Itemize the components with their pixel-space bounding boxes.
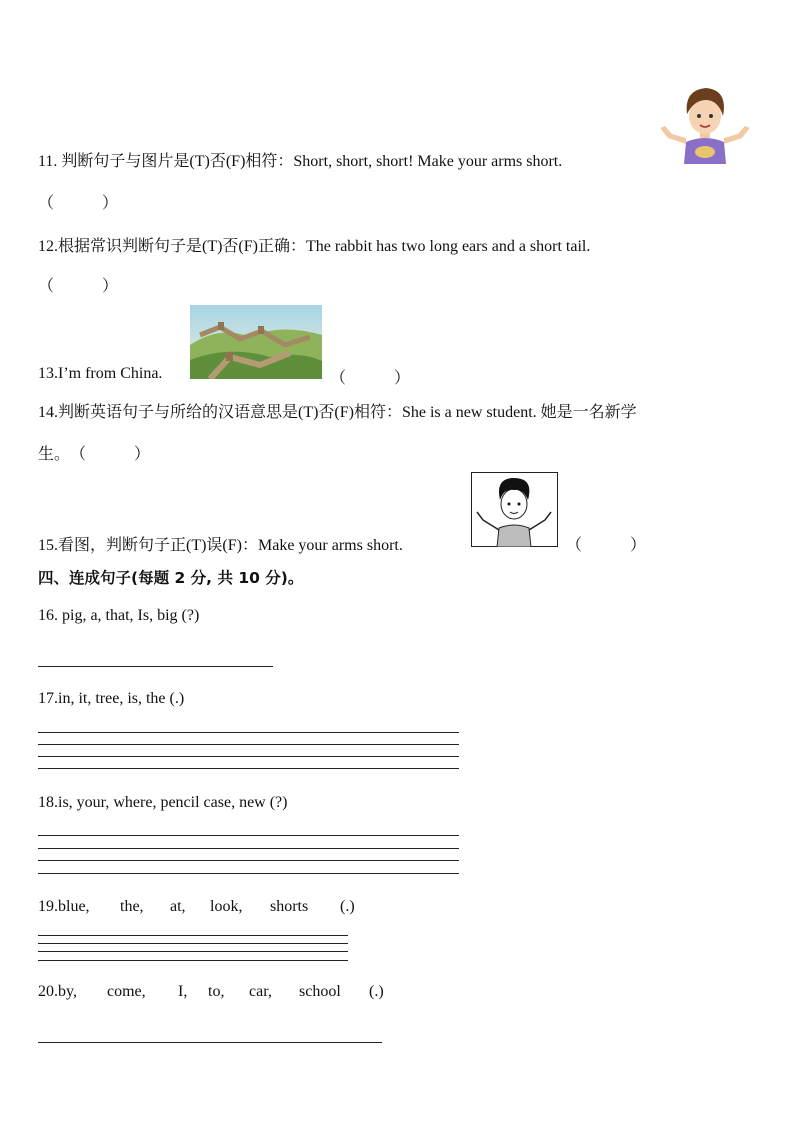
answer-blank[interactable]: （ ） <box>330 370 411 387</box>
answer-line[interactable] <box>38 943 348 944</box>
question-13 <box>38 365 162 383</box>
word: look, <box>210 898 243 915</box>
answer-blank[interactable]: （ ） <box>38 195 119 212</box>
question-11-answer[interactable] <box>38 190 118 213</box>
word: 20.by, <box>38 983 77 1000</box>
answer-line[interactable] <box>38 848 459 849</box>
question-13-answer[interactable] <box>330 365 410 388</box>
answer-line[interactable] <box>38 951 348 952</box>
word: I, <box>178 983 188 1000</box>
word: to, <box>208 983 225 1000</box>
question-11 <box>38 148 562 171</box>
question-12 <box>38 233 590 256</box>
answer-line[interactable] <box>38 960 348 961</box>
answer-line[interactable] <box>38 666 273 667</box>
question-14-text-end: 生。 <box>38 446 71 463</box>
answer-line[interactable] <box>38 744 459 745</box>
word: shorts <box>270 898 309 915</box>
word: at, <box>170 898 186 915</box>
sentence-16: 16. pig, a, that, Is, big (?) <box>38 607 200 624</box>
question-13-text: 13.I’m from China. <box>38 365 163 382</box>
question-15 <box>38 532 403 555</box>
question-15-answer[interactable] <box>566 532 646 555</box>
boy-shrugging-icon <box>656 84 754 164</box>
answer-line[interactable] <box>38 756 459 757</box>
answer-blank[interactable]: （ ） <box>566 537 647 554</box>
word: 19.blue, <box>38 898 90 915</box>
word: school <box>299 983 341 1000</box>
answer-line[interactable] <box>38 768 459 769</box>
question-14-line2 <box>38 441 150 464</box>
answer-line[interactable] <box>38 860 459 861</box>
sentence-20 <box>38 983 384 1001</box>
sentence-17: 17.in, it, tree, is, the (.) <box>38 690 185 707</box>
question-14-text: 14.判断英语句子与所给的汉语意思是(T)否(F)相符：She is a new student. 她是一名新学 <box>38 404 637 421</box>
sentence-19 <box>38 898 355 916</box>
answer-line[interactable] <box>38 732 459 733</box>
word: car, <box>249 983 272 1000</box>
great-wall-picture <box>190 305 322 379</box>
section-heading: 四、连成句子(每题 2 分, 共 10 分)。 <box>38 569 304 587</box>
question-11-text: 11. 判断句子与图片是(T)否(F)相符：Short, short, short! Make your arms short. <box>38 153 563 170</box>
word: come, <box>107 983 146 1000</box>
question-14 <box>38 399 637 422</box>
question-15-text: 15.看图，判断句子正(T)误(F)：Make your arms short. <box>38 537 403 554</box>
question-12-text: 12.根据常识判断句子是(T)否(F)正确：The rabbit has two long ears and a short tail. <box>38 238 591 255</box>
answer-blank[interactable]: （ ） <box>38 278 119 295</box>
word: (.) <box>369 983 384 1000</box>
answer-line[interactable] <box>38 935 348 936</box>
boy-sketch-icon <box>471 472 558 547</box>
sentence-18: 18.is, your, where, pencil case, new (?) <box>38 794 288 811</box>
answer-line[interactable] <box>38 1042 382 1043</box>
answer-line[interactable] <box>38 835 459 836</box>
question-12-answer[interactable] <box>38 273 118 296</box>
word: the, <box>120 898 144 915</box>
answer-line[interactable] <box>38 873 459 874</box>
answer-blank[interactable]: （ ） <box>70 446 151 463</box>
word: (.) <box>340 898 355 915</box>
